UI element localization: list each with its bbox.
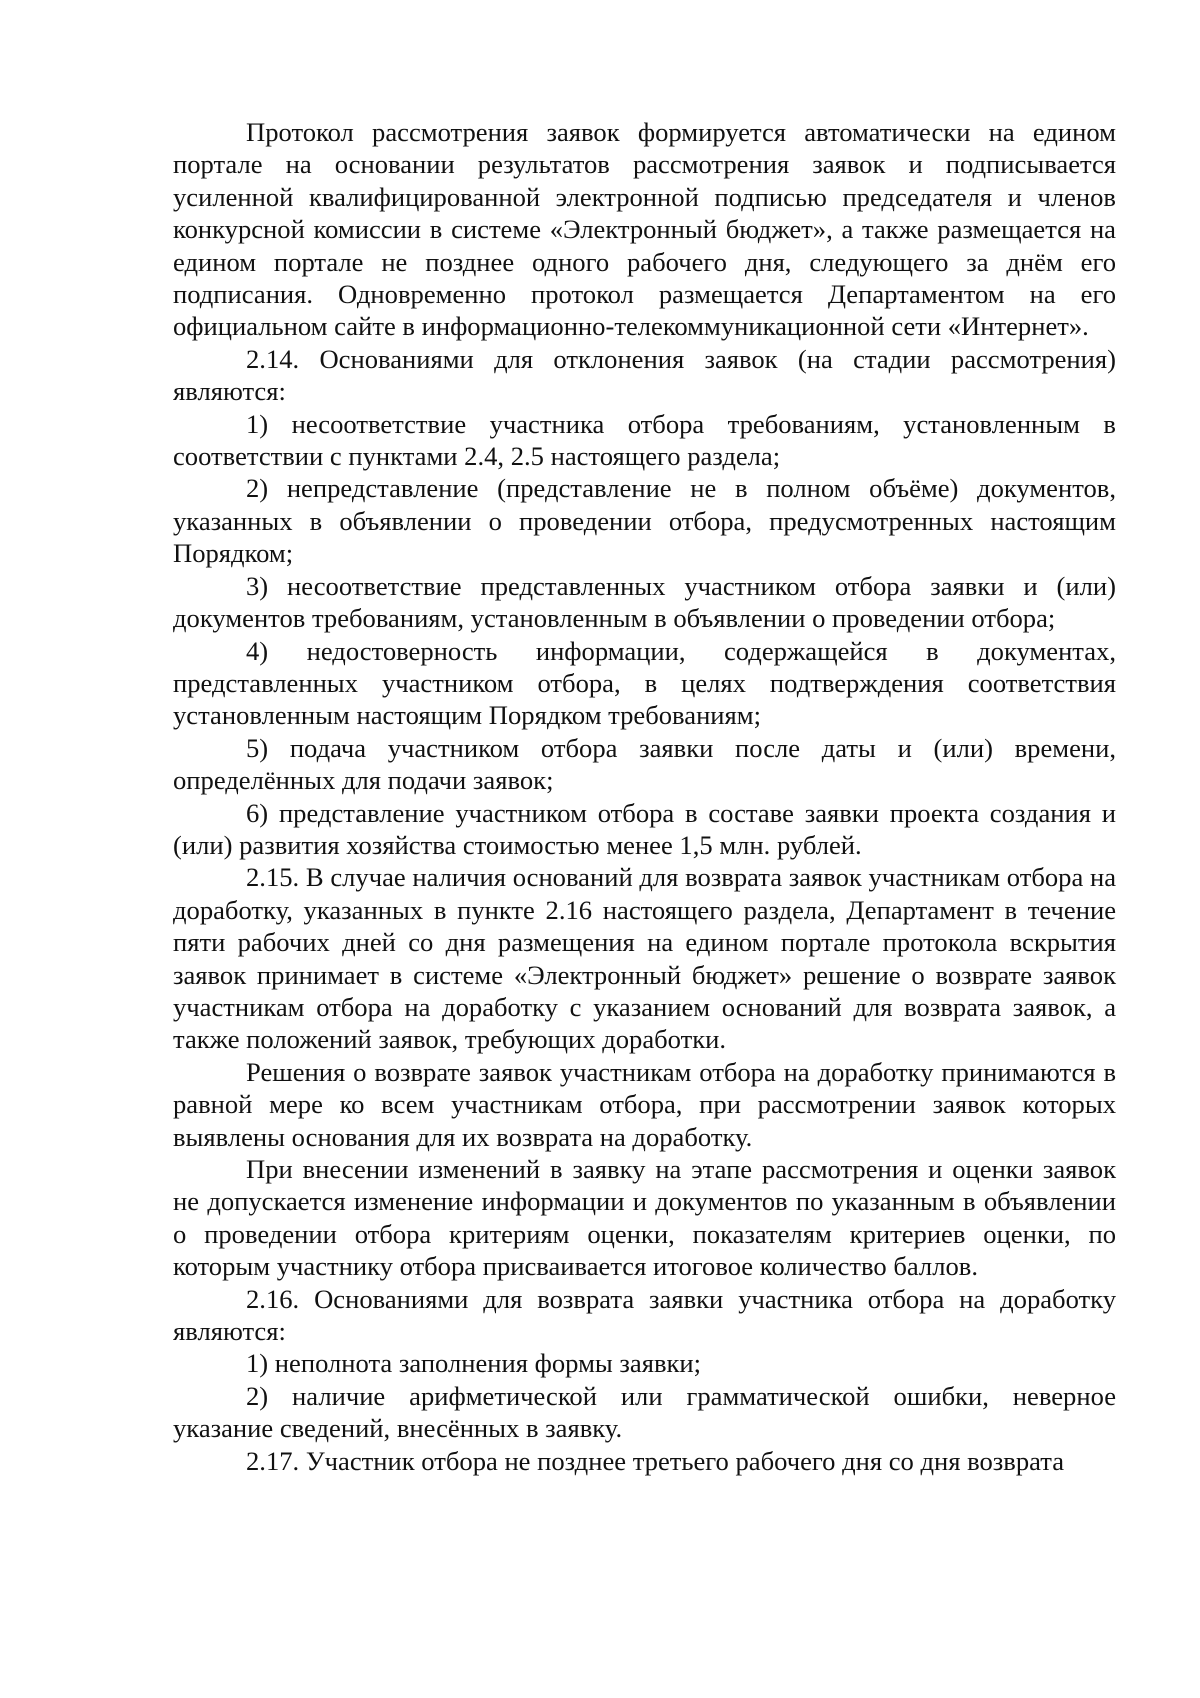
paragraph-protocol: Протокол рассмотрения заявок формируется автоматически на едином портале на основании результатов рассмотрения заявок и подписывается усиленной квалифицированной электронной подписью председателя и членов конкурсной комиссии в системе «Электронный бюджет», а также размещается на едином портале не позднее одного рабочего дня, следующего за днём его подписания. Одновременно протокол размещается Департаментом на его официальном сайте в информационно-телекоммуникационной сети «Интернет». bbox=[173, 117, 1116, 342]
paragraph-changes: При внесении изменений в заявку на этапе рассмотрения и оценки заявок не допускается изменение информации и документов по указанным в объявлении о проведении отбора критериям оценки, показателям критериев оценки, по которым участнику отбора присваивается итоговое количество баллов. bbox=[173, 1154, 1116, 1282]
paragraph-2-14-item-2: 2) непредставление (представление не в полном объёме) документов, указанных в объявлении о проведении отбора, предусмотренных настоящим Порядком; bbox=[173, 473, 1116, 569]
paragraph-2-16-item-2: 2) наличие арифметической или грамматической ошибки, неверное указание сведений, внесённых в заявку. bbox=[173, 1380, 1116, 1444]
paragraph-2-14-item-1: 1) несоответствие участника отбора требованиям, установленным в соответствии с пунктами 2.4, 2.5 настоящего раздела; bbox=[173, 408, 1116, 472]
paragraph-2-16-item-1: 1) неполнота заполнения формы заявки; bbox=[246, 1348, 702, 1379]
paragraph-2-14-item-5: 5) подача участником отбора заявки после даты и (или) времени, определённых для подачи заявок; bbox=[173, 732, 1116, 796]
paragraph-2-16: 2.16. Основаниями для возврата заявки участника отбора на доработку являются: bbox=[173, 1283, 1116, 1347]
paragraph-2-15: 2.15. В случае наличия оснований для возврата заявок участникам отбора на доработку, указанных в пункте 2.16 настоящего раздела, Департамент в течение пяти рабочих дней со дня размещения на едином портале протокола вскрытия заявок принимает в системе «Электронный бюджет» решение о возврате заявок участникам отбора на доработку с указанием оснований для возврата заявок, а также положений заявок, требующих доработки. bbox=[173, 862, 1116, 1055]
paragraph-2-14-item-6: 6) представление участником отбора в составе заявки проекта создания и (или) развития хозяйства стоимостью менее 1,5 млн. рублей. bbox=[173, 797, 1116, 860]
paragraph-return-decisions: Решения о возврате заявок участникам отбора на доработку принимаются в равной мере ко всем участникам отбора, при рассмотрении заявок которых выявлены основания для их возврата на доработку. bbox=[173, 1056, 1116, 1152]
paragraph-2-14-item-3: 3) несоответствие представленных участником отбора заявки и (или) документов требованиям, установленным в объявлении о проведении отбора; bbox=[173, 570, 1116, 634]
paragraph-2-14: 2.14. Основаниями для отклонения заявок (на стадии рассмотрения) являются: bbox=[173, 343, 1116, 407]
document-body bbox=[173, 116, 1116, 1477]
paragraph-2-17: 2.17. Участник отбора не позднее третьего рабочего дня со дня возврата bbox=[246, 1445, 1065, 1476]
paragraph-2-14-item-4: 4) недостоверность информации, содержащейся в документах, представленных участником отбора, в целях подтверждения соответствия установленным настоящим Порядком требованиям; bbox=[173, 635, 1116, 731]
